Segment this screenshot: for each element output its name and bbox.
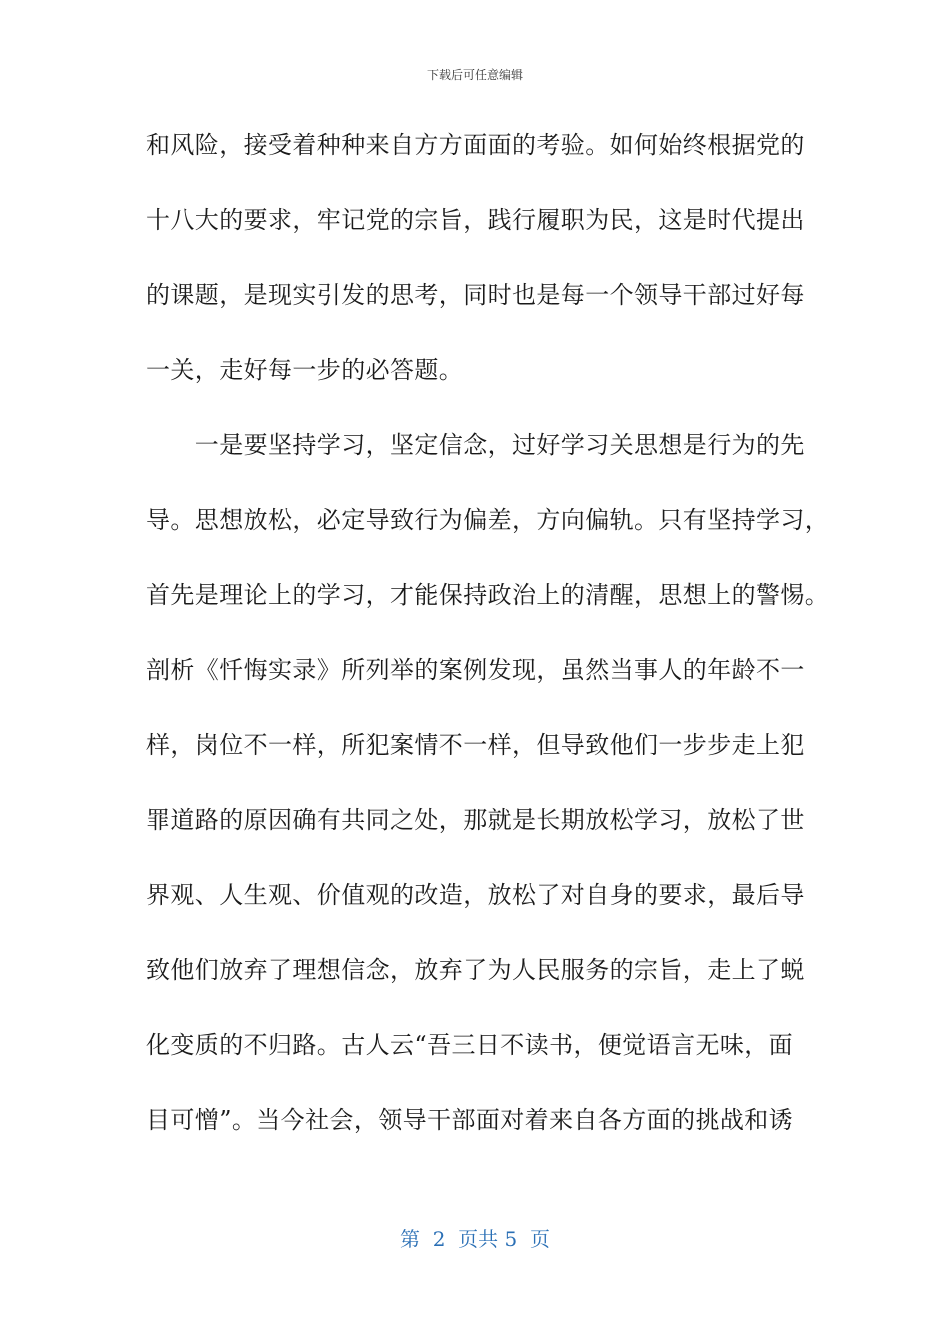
page-header: 下载后可任意编辑 [426, 68, 523, 82]
text-line: 化变质的不归路。古人云“吾三日不读书，便觉语言无味，面 [146, 1031, 794, 1059]
text-line: 首先是理论上的学习，才能保持政治上的清醒，思想上的警惕。 [146, 581, 830, 609]
text-line: 十八大的要求，牢记党的宗旨，践行履职为民，这是时代提出 [146, 206, 805, 234]
document-body [146, 127, 830, 1177]
text-line: 样，岗位不一样，所犯案情不一样，但导致他们一步步走上犯 [146, 731, 805, 759]
text-line: 致他们放弃了理想信念，放弃了为人民服务的宗旨，走上了蜕 [146, 956, 805, 984]
text-line: 剖析《忏悔实录》所列举的案例发现，虽然当事人的年龄不一 [146, 656, 805, 684]
text-line: 一关，走好每一步的必答题。 [146, 356, 464, 384]
text-line: 的课题，是现实引发的思考，同时也是每一个领导干部过好每 [146, 281, 805, 309]
text-line: 目可憎”。当今社会，领导干部面对着来自各方面的挑战和诱 [146, 1106, 794, 1134]
text-line: 界观、人生观、价值观的改造，放松了对自身的要求，最后导 [146, 881, 805, 909]
text-line: 和风险，接受着种种来自方方面面的考验。如何始终根据党的 [146, 131, 805, 159]
text-line: 罪道路的原因确有共同之处，那就是长期放松学习，放松了世 [146, 806, 805, 834]
text-line: 导。思想放松，必定导致行为偏差，方向偏轨。只有坚持学习， [146, 506, 830, 534]
page-number: 第 2 页共 5 页 [400, 1227, 550, 1251]
text-line: 一是要坚持学习，坚定信念，过好学习关思想是行为的先 [146, 431, 805, 459]
